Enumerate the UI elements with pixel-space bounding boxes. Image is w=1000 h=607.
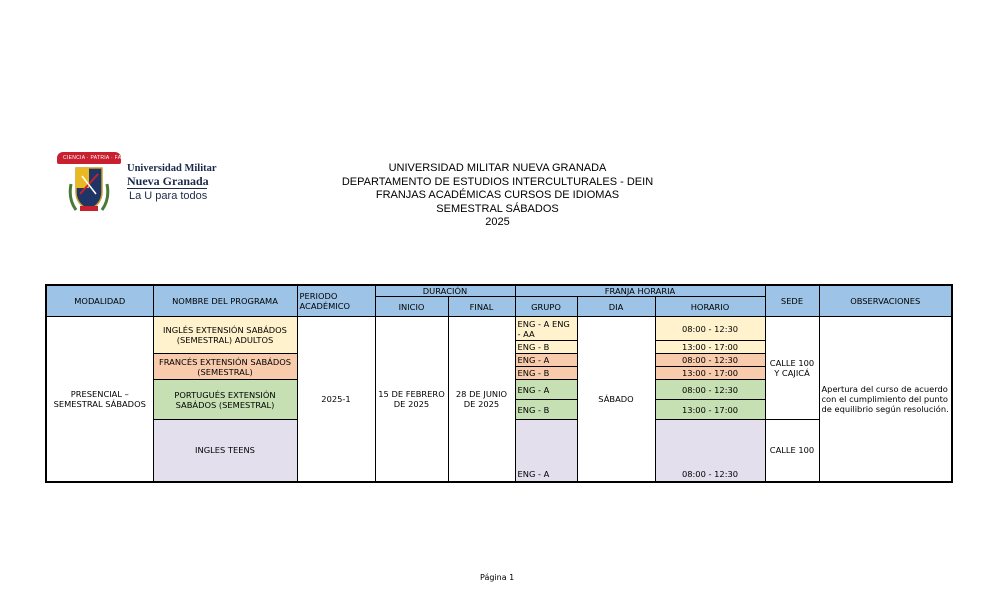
logo-name-line1: Universidad Militar [127, 163, 217, 174]
modalidad-cell: PRESENCIAL – SEMESTRAL SÁBADOS [46, 317, 153, 482]
table-row [46, 317, 952, 341]
schedule-table [45, 284, 953, 483]
horario-cell: 13:00 - 17:00 [655, 400, 765, 420]
program-frances: FRANCÉS EXTENSIÓN SABÁDOS (SEMESTRAL) [153, 354, 297, 380]
horario-cell: 08:00 - 12:30 [655, 380, 765, 400]
periodo-cell: 2025-1 [297, 317, 375, 482]
inicio-cell: 15 DE FEBRERO DE 2025 [375, 317, 448, 482]
header-line-4: SEMESTRAL SÁBADOS [436, 202, 559, 215]
program-ingles: INGLÉS EXTENSIÓN SABÁDOS (SEMESTRAL) ADULTOS [153, 317, 297, 354]
sede-cell-1: CALLE 100 Y CAJICÁ [765, 317, 819, 420]
header-dia: DIA [577, 297, 655, 317]
logo-divider [127, 188, 207, 189]
header-line-2: DEPARTAMENTO DE ESTUDIOS INTERCULTURALES - DEIN [341, 175, 654, 188]
document-header [300, 162, 695, 230]
grupo-cell: ENG - A [515, 420, 577, 482]
sede-cell-2: CALLE 100 [765, 420, 819, 482]
header-franja: FRANJA HORARIA [515, 285, 765, 297]
logo-name-line2: Nueva Granada [127, 174, 209, 188]
grupo-cell: ENG - B [515, 367, 577, 380]
grupo-cell: ENG - B [515, 400, 577, 420]
header-line-1: UNIVERSIDAD MILITAR NUEVA GRANADA [388, 162, 607, 174]
header-line-5: 2025 [485, 216, 510, 229]
dia-cell: SÁBADO [577, 317, 655, 482]
observaciones-cell: Apertura del curso de acuerdo con el cumplimiento del punto de equilibrio según resolución. [819, 317, 952, 482]
header-periodo: PERIODO ACADÉMICO [297, 285, 375, 317]
header-observaciones: OBSERVACIONES [819, 285, 952, 317]
horario-cell: 13:00 - 17:00 [655, 367, 765, 380]
header-horario: HORARIO [655, 297, 765, 317]
header-sede: SEDE [765, 285, 819, 317]
grupo-cell: ENG - A [515, 354, 577, 367]
logo-ribbon-text: CIENCIA · PATRIA · FAMILIA [63, 155, 136, 161]
horario-cell: 13:00 - 17:00 [655, 341, 765, 354]
header-duracion: DURACIÓN [375, 285, 515, 297]
program-portugues: PORTUGUÉS EXTENSIÓN SABÁDOS (SEMESTRAL) [153, 380, 297, 420]
horario-cell: 08:00 - 12:30 [655, 420, 765, 482]
header-inicio: INICIO [375, 297, 448, 317]
shield-icon [68, 164, 110, 214]
final-cell: 28 DE JUNIO DE 2025 [448, 317, 515, 482]
grupo-cell: ENG - A [515, 380, 577, 400]
logo-tagline: La U para todos [129, 190, 208, 202]
header-final: FINAL [448, 297, 515, 317]
header-programa: NOMBRE DEL PROGRAMA [153, 285, 297, 317]
grupo-cell: ENG - B [515, 341, 577, 354]
grupo-cell: ENG - A ENG - AA [515, 317, 577, 341]
horario-cell: 08:00 - 12:30 [655, 354, 765, 367]
horario-cell: 08:00 - 12:30 [655, 317, 765, 341]
logo-ribbon [57, 152, 136, 164]
program-teens: INGLES TEENS [153, 420, 297, 482]
university-logo [55, 150, 215, 220]
header-modalidad: MODALIDAD [46, 285, 153, 317]
header-grupo: GRUPO [515, 297, 577, 317]
header-line-3: FRANJAS ACADÉMICAS CURSOS DE IDIOMAS [375, 189, 620, 202]
page-number: Página 1 [480, 573, 515, 582]
